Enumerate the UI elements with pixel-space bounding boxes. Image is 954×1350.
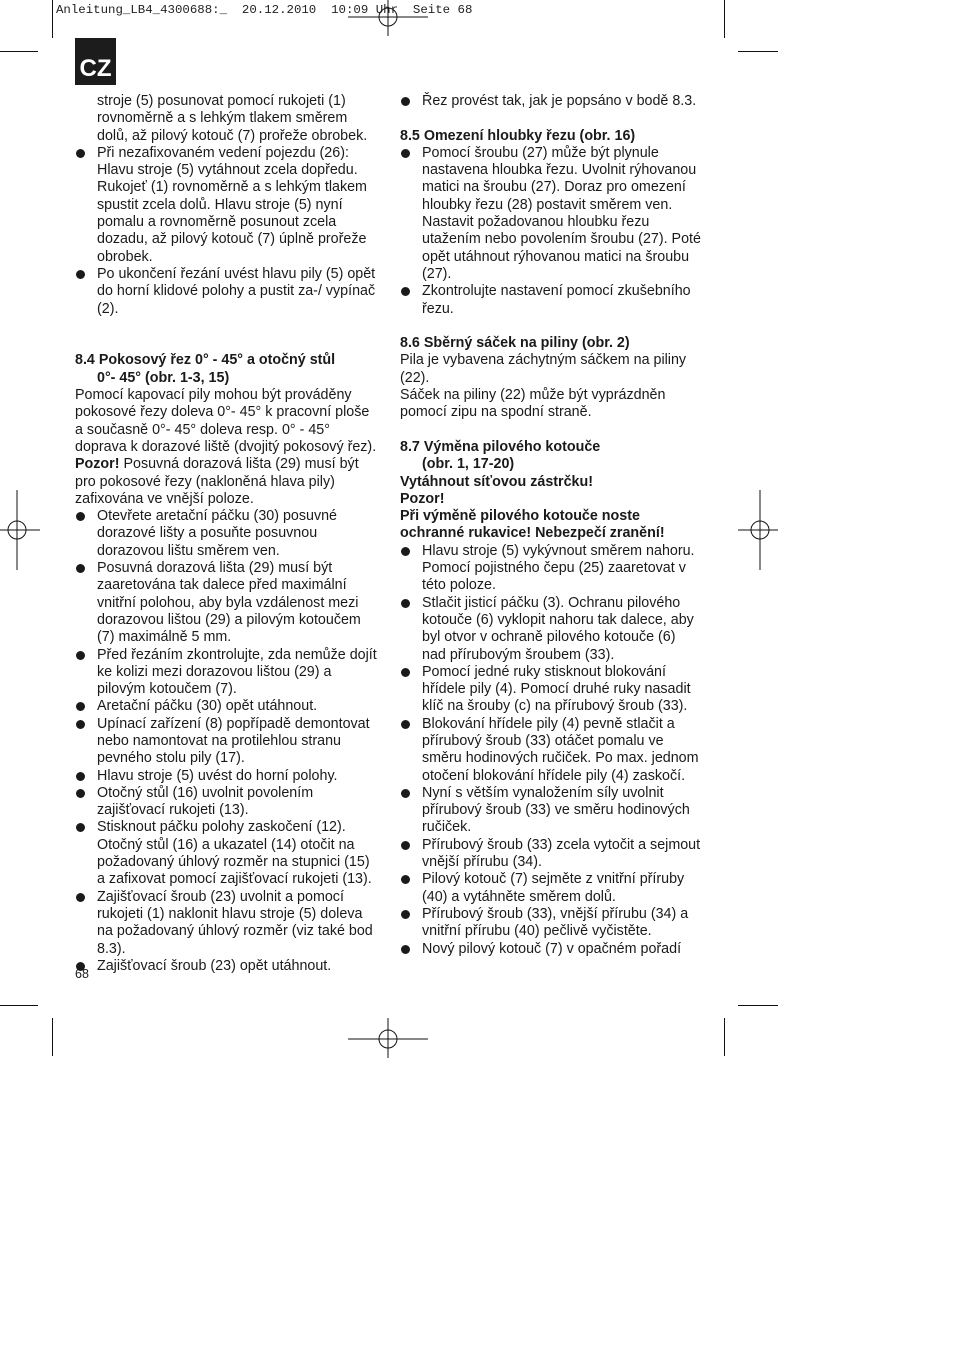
text-line: Zajišťovací šroub (23) uvolnit a pomocí <box>97 888 344 905</box>
bullet-icon <box>401 149 410 158</box>
bullet-list <box>400 543 705 958</box>
bullet-item <box>75 560 380 646</box>
bullet-item <box>75 266 380 318</box>
bullet-item <box>400 871 705 906</box>
bullet-item <box>75 958 380 975</box>
bullet-icon <box>76 651 85 660</box>
crop-mark <box>52 1018 53 1056</box>
text-line: Po ukončení řezání uvést hlavu pily (5) opět <box>97 265 376 282</box>
text-line: dorazové lišty a posuňte posuvnou <box>97 525 318 542</box>
text-line: otočení blokování hřídele pily (4) zaskočí. <box>422 767 686 784</box>
text-line: Při nezafixovaném vedení pojezdu (26): <box>97 144 349 161</box>
text-line: Nový pilový kotouč (7) v opačném pořadí <box>422 940 682 957</box>
text-line: rukojeti (1) naklonit hlavu stroje (5) doleva <box>97 905 363 922</box>
bullet-list <box>400 145 705 318</box>
text-line: pomalu a rovnoměrně posunout zcela <box>97 214 337 231</box>
text-line: přírubový šroub (33) otáčet pomalu ve <box>422 732 664 749</box>
warning-paragraph <box>75 456 380 473</box>
bullet-icon <box>401 841 410 850</box>
text-line: dozadu, až pilový kotouč (7) úplně prořeže <box>97 231 367 248</box>
bullet-icon <box>401 547 410 556</box>
text-line: požadovaný úhlový rozměr na stupnici (15) <box>97 854 370 871</box>
text-line: řezu. <box>422 300 454 317</box>
text-line: (27). <box>422 265 452 282</box>
bullet-item <box>75 716 380 768</box>
left-column <box>75 93 380 975</box>
bullet-icon <box>76 149 85 158</box>
text-line: hřídele pily (4). Pomocí druhé ruky nasadit <box>422 681 691 698</box>
crop-mark <box>724 1018 725 1056</box>
bullet-item <box>400 664 705 716</box>
text-line: 8.3). <box>97 940 126 957</box>
bullet-icon <box>76 789 85 798</box>
text-line: ke kolizi mezi dorazovou lištou (29) a <box>97 663 332 680</box>
text-line: (22). <box>400 369 430 386</box>
text-line: matici na šroubu (27). Doraz pro omezení <box>422 179 686 196</box>
text-line: (40) a vytáhněte směrem dolů. <box>422 888 616 905</box>
text-line: doprava k dorazové liště (dvojitý pokosový řez). <box>75 438 377 455</box>
text-line: vnější přírubu (34). <box>422 854 542 871</box>
bullet-item <box>400 93 705 110</box>
text-line: Aretační páčku (30) opět utáhnout. <box>97 698 318 715</box>
text-line: Řez provést tak, jak je popsáno v bodě 8.3. <box>422 93 697 109</box>
text-line: kotouče (6) vyklopit nahoru tak dalece, aby <box>422 611 694 628</box>
text-line: do horní klidové polohy a pustit za-/ vypínač <box>97 283 376 300</box>
text-line: Otočný stůl (16) a ukazatel (14) otočit na <box>97 836 355 853</box>
text-line: Přírubový šroub (33), vnější přírubu (34) a <box>422 905 689 922</box>
text-line: Pilový kotouč (7) sejměte z vnitřní příruby <box>422 871 685 888</box>
text-line: směru hodinových ručiček. Po max. jednom <box>422 750 699 767</box>
text-line: pilovým kotoučem (7). <box>97 681 237 698</box>
bullet-item <box>400 716 705 785</box>
bullet-icon <box>76 893 85 902</box>
text-line: vnitřní přírubu (40) pečlivě vyčistěte. <box>422 923 652 940</box>
bullet-icon <box>76 823 85 832</box>
text-line: utažením nebo povolením šroubu (27). Poté <box>422 231 701 248</box>
crop-mark <box>724 0 725 38</box>
text-line: přírubový šroub (33) ve směru hodinových <box>422 802 690 819</box>
bullet-list <box>75 145 380 318</box>
bullet-icon <box>76 772 85 781</box>
warning-gloves <box>400 508 705 543</box>
text-line: ručiček. <box>422 819 472 836</box>
bullet-item <box>400 543 705 595</box>
bullet-item <box>75 768 380 785</box>
text-line: pevného stolu pily (17). <box>97 750 245 767</box>
crop-mark <box>52 0 53 38</box>
text-line: nastavena hloubka řezu. Uvolnit rýhovanou <box>422 162 697 179</box>
text-line: ochranné rukavice! Nebezpečí zranění! <box>400 525 665 542</box>
section-heading-8-5: 8.5 Omezení hloubky řezu (obr. 16) <box>400 127 636 144</box>
bullet-item <box>75 889 380 958</box>
text-line: Blokování hřídele pily (4) pevně stlačit a <box>422 715 675 732</box>
text-line: dorazovou lištu směrem ven. <box>97 542 280 559</box>
registration-mark-bottom-icon <box>348 1018 428 1058</box>
text-line: Při výměně pilového kotouče noste <box>400 508 640 525</box>
bullet-item <box>400 837 705 872</box>
text-line: Hlavu stroje (5) uvést do horní polohy. <box>97 767 338 784</box>
section-heading-8-4: 8.4 Pokosový řez 0° - 45° a otočný stůl <box>75 352 336 369</box>
bullet-item <box>75 508 380 560</box>
bullet-item <box>400 906 705 941</box>
text-line: na požadovaný úhlový rozměr (viz také bod <box>97 923 373 940</box>
text-line: obrobek. <box>97 248 153 265</box>
bullet-icon <box>401 910 410 919</box>
text-line: Otočný stůl (16) uvolnit povolením <box>97 784 314 801</box>
text-line: Zajišťovací šroub (23) opět utáhnout. <box>97 957 332 974</box>
text-line: spustit zcela dolů. Hlavu stroje (5) nyní <box>97 196 343 213</box>
text-line: nad přírubovým šroubem (33). <box>422 646 615 663</box>
text-line: Hlavu stroje (5) vytáhnout zcela dopředu. <box>97 162 358 179</box>
bullet-item <box>400 595 705 664</box>
bullet-item <box>400 785 705 837</box>
text-line: Pomocí jedné ruky stisknout blokování <box>422 663 666 680</box>
paragraph <box>75 474 380 509</box>
bullet-icon <box>76 270 85 279</box>
warning-label: Pozor! <box>75 456 120 473</box>
text-line: zajišťovací rukojeti (13). <box>97 802 249 819</box>
text-line: Nyní s větším vynaložením síly uvolnit <box>422 784 664 801</box>
bullet-icon <box>76 564 85 573</box>
text-line: Hlavu stroje (5) vykývnout směrem nahoru. <box>422 542 695 559</box>
text-line: rovnoměrně a s lehkým tlakem směrem <box>97 110 348 127</box>
bullet-icon <box>76 720 85 729</box>
paragraph <box>400 387 705 422</box>
text-line: Upínací zařízení (8) popřípadě demontovat <box>97 715 370 732</box>
bullet-item <box>400 283 705 318</box>
text-line: zafixována ve vnější poloze. <box>75 490 254 507</box>
text-line: stroje (5) posunovat pomocí rukojeti (1) <box>97 93 346 109</box>
bullet-icon <box>401 287 410 296</box>
bullet-item <box>75 647 380 699</box>
bullet-list <box>400 93 705 110</box>
text-line: Stlačit jisticí páčku (3). Ochranu pilového <box>422 594 681 611</box>
crop-mark <box>0 51 38 52</box>
text-line: Stisknout páčku polohy zaskočení (12). <box>97 819 346 836</box>
section-heading-8-6: 8.6 Sběrný sáček na piliny (obr. 2) <box>400 335 630 352</box>
text-line: Pomocí pojistného čepu (25) zaaretovat v <box>422 560 686 577</box>
bullet-icon <box>401 599 410 608</box>
paragraph <box>75 387 380 456</box>
section-heading-8-7-cont: (obr. 1, 17-20) <box>422 456 515 473</box>
text-line: Otevřete aretační páčku (30) posuvné <box>97 508 338 525</box>
page-number: 68 <box>75 967 89 981</box>
bullet-icon <box>401 668 410 677</box>
text-line: vnitřní polohou, aby byla vzdálenost mezi <box>97 594 359 611</box>
intro-continuation <box>75 93 380 145</box>
paragraph <box>400 352 705 387</box>
registration-mark-right-icon <box>738 490 778 570</box>
bullet-icon <box>76 512 85 521</box>
text-line: opět utáhnout rýhovanou matici na šroubu <box>422 248 690 265</box>
text-line: pro pokosové řezy (nakloněná hlava pily) <box>75 473 335 490</box>
text-line: hloubky řezu (28) postavit směrem ven. <box>422 196 673 213</box>
section-heading-8-7: 8.7 Výměna pilového kotouče <box>400 438 601 455</box>
text-line: Posuvná dorazová lišta (29) musí být <box>97 560 333 577</box>
bullet-list <box>75 508 380 975</box>
text-line: Pomocí kapovací pily mohou být prováděny <box>75 387 352 404</box>
text-line: klíč na šrouby (c) na přírubový šroub (33). <box>422 698 688 715</box>
text-line: Přírubový šroub (33) zcela vytočit a sejmout <box>422 836 701 853</box>
text-line: této poloze. <box>422 577 496 594</box>
text-line: a zafixovat pomocí zajišťovací rukojeti (13). <box>97 871 372 888</box>
text-line: Zkontrolujte nastavení pomocí zkušebního <box>422 283 691 300</box>
bullet-item <box>400 941 705 958</box>
language-tab <box>75 38 116 85</box>
bullet-icon <box>401 875 410 884</box>
text-line: Před řezáním zkontrolujte, zda nemůže dojít <box>97 646 377 663</box>
crop-mark <box>738 1005 778 1006</box>
bullet-icon <box>401 97 410 106</box>
text-line: nebo namontovat na protilehlou stranu <box>97 732 342 749</box>
bullet-icon <box>401 789 410 798</box>
section-heading-8-4-cont: 0°- 45° (obr. 1-3, 15) <box>97 369 230 386</box>
right-column <box>400 93 705 958</box>
text-line: (7) maximálně 5 mm. <box>97 629 232 646</box>
text-line: Pomocí šroubu (27) může být plynule <box>422 144 659 161</box>
warning-text: Posuvná dorazová lišta (29) musí být <box>119 456 359 473</box>
warning-unplug: Vytáhnout síťovou zástrčku! <box>400 473 594 490</box>
text-line: dorazovou lištou (29) a pilovým kotoučem <box>97 611 361 628</box>
crop-mark <box>738 51 778 52</box>
text-line: Nastavit požadovanou hloubku řezu <box>422 214 650 231</box>
bullet-item <box>75 819 380 888</box>
text-line: zaaretována tak dalece před maximální <box>97 577 347 594</box>
text-line: (2). <box>97 300 119 317</box>
bullet-item <box>75 785 380 820</box>
bullet-item <box>75 698 380 715</box>
bullet-icon <box>401 945 410 954</box>
text-line: Rukojeť (1) rovnoměrně a s lehkým tlakem <box>97 179 367 196</box>
language-code: CZ <box>79 55 112 82</box>
text-line: byl otvor v ochraně pilového kotouče (6) <box>422 629 676 646</box>
bullet-item <box>75 145 380 266</box>
print-slug-header: Anleitung_LB4_4300688:_ 20.12.2010 10:09 Uhr Seite 68 <box>56 3 473 17</box>
text-line: pomocí zipu na spodní straně. <box>400 404 592 421</box>
bullet-icon <box>401 720 410 729</box>
crop-mark <box>0 1005 38 1006</box>
text-line: pokosové řezy doleva 0°- 45° k pracovní ploše <box>75 404 370 421</box>
bullet-icon <box>76 702 85 711</box>
text-line: dolů, až pilový kotouč (7) prořeže obrobek. <box>97 127 368 144</box>
text-line: a současně 0°- 45° doleva resp. 0° - 45° <box>75 421 330 438</box>
registration-mark-top-icon <box>348 0 428 36</box>
registration-mark-left-icon <box>0 490 40 570</box>
bullet-item <box>400 145 705 283</box>
text-line: Sáček na piliny (22) může být vyprázdněn <box>400 387 666 404</box>
text-line: Pila je vybavena záchytným sáčkem na piliny <box>400 352 687 369</box>
warning-label: Pozor! <box>400 490 445 507</box>
